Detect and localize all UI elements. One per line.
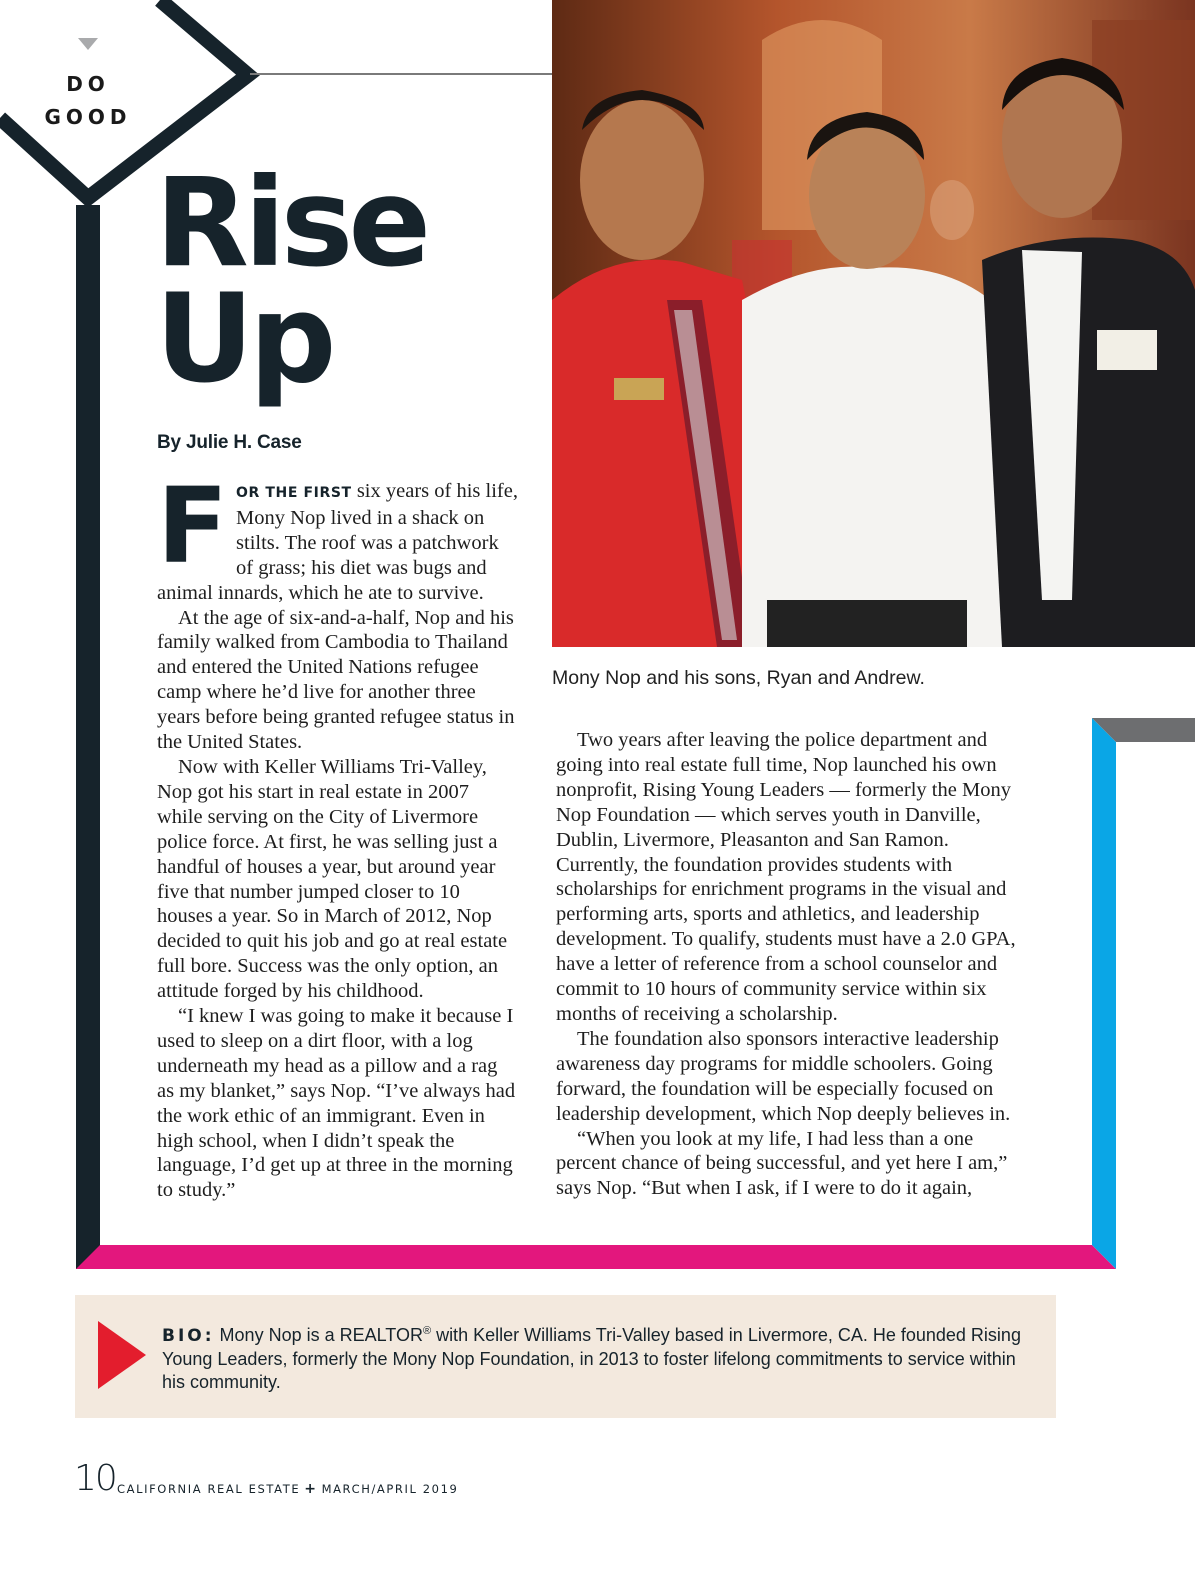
headline [155, 152, 545, 410]
cyan-frame-bar [1092, 718, 1116, 1269]
magenta-frame-bar [76, 1245, 1116, 1269]
lead-in: OR THE FIRST [236, 485, 352, 501]
bio-text: BIO: Mony Nop is a REALTOR® with Keller Williams Tri-Valley based in Livermore, CA. He founded Rising Young Leaders, formerly the Mony Nop Foundation, in 2013 to foster lifelong commitments to service within his community. [162, 1325, 1021, 1392]
page-number: 10 [74, 1458, 116, 1499]
headline-line1: Rise [155, 152, 427, 294]
play-arrow-icon [98, 1321, 146, 1389]
drop-cap: F [157, 465, 229, 587]
article-paragraph: Now with Keller Williams Tri-Valley, Nop got his start in real estate in 2007 while serving on the City of Livermore police force. At first, he was selling just a handful of houses a year, but around year five that number jumped closer to 10 houses a year. So in March of 2012, Nop decided to quit his job and go at real estate full bore. Success was the only option, an attitude forged by his childhood. [157, 755, 508, 1003]
feature-photo [552, 0, 1195, 647]
article-paragraph: The foundation also sponsors interactive leadership awareness day programs for middle schoolers. Going forward, the foundation will be especially focused on leadership development, which Nop deeply believes in. [556, 1027, 1011, 1125]
bio-label: BIO: [162, 1326, 215, 1346]
article-column-right [556, 728, 1032, 1201]
article-paragraph: “When you look at my life, I had less than a one percent chance of being successful, and yet here I am,” says Nop. “But when I ask, if I were to do it again, [556, 1127, 1008, 1200]
byline: By Julie H. Case [157, 432, 302, 453]
article-paragraph: Two years after leaving the police department and going into real estate full time, Nop launched his own nonprofit, Rising Young Leaders — formerly the Mony Nop Foundation — which serves youth in Danville, Dublin, Livermore, Pleasanton and San Ramon. Currently, the foundation provides students with scholarships for enrichment programs in the visual and performing arts, sports and athletics, and leadership development. To qualify, students must have a 2.0 GPA, have a letter of reference from a school counselor and commit to 10 hours of community service within six months of receiving a scholarship. [556, 729, 1016, 1025]
footer-separator: + [304, 1481, 318, 1497]
section-label-line2: GOOD [44, 105, 132, 129]
article-paragraph: At the age of six-and-a-half, Nop and his family walked from Cambodia to Thailand and entered the United Nations refugee camp where he’d live for another three years before being granted refugee status in the United States. [157, 606, 515, 754]
headline-line2: Up [155, 268, 332, 410]
article-paragraph: “I knew I was going to make it because I used to sleep on a dirt floor, with a log underneath my head as a pillow and a rag as my blanket,” says Nop. “I’ve always had the work ethic of an immigrant. Even in high school, when I didn’t speak the language, I’d get up at three in the morning to study.” [157, 1005, 516, 1202]
article-paragraph: FOR THE FIRST six years of his life, Mony Nop lived in a shack on stilts. The roof was a patchwork of grass; his diet was bugs and animal innards, which he ate to survive. [157, 465, 518, 604]
article-column-left [157, 465, 519, 1203]
family-photo-illustration [552, 0, 1195, 647]
registered-mark: ® [422, 1325, 432, 1337]
footer-publication: CALIFORNIA REAL ESTATE + MARCH/APRIL 2019 [117, 1481, 459, 1497]
photo-caption: Mony Nop and his sons, Ryan and Andrew. [552, 667, 925, 689]
section-label-line1: DO [66, 72, 110, 96]
